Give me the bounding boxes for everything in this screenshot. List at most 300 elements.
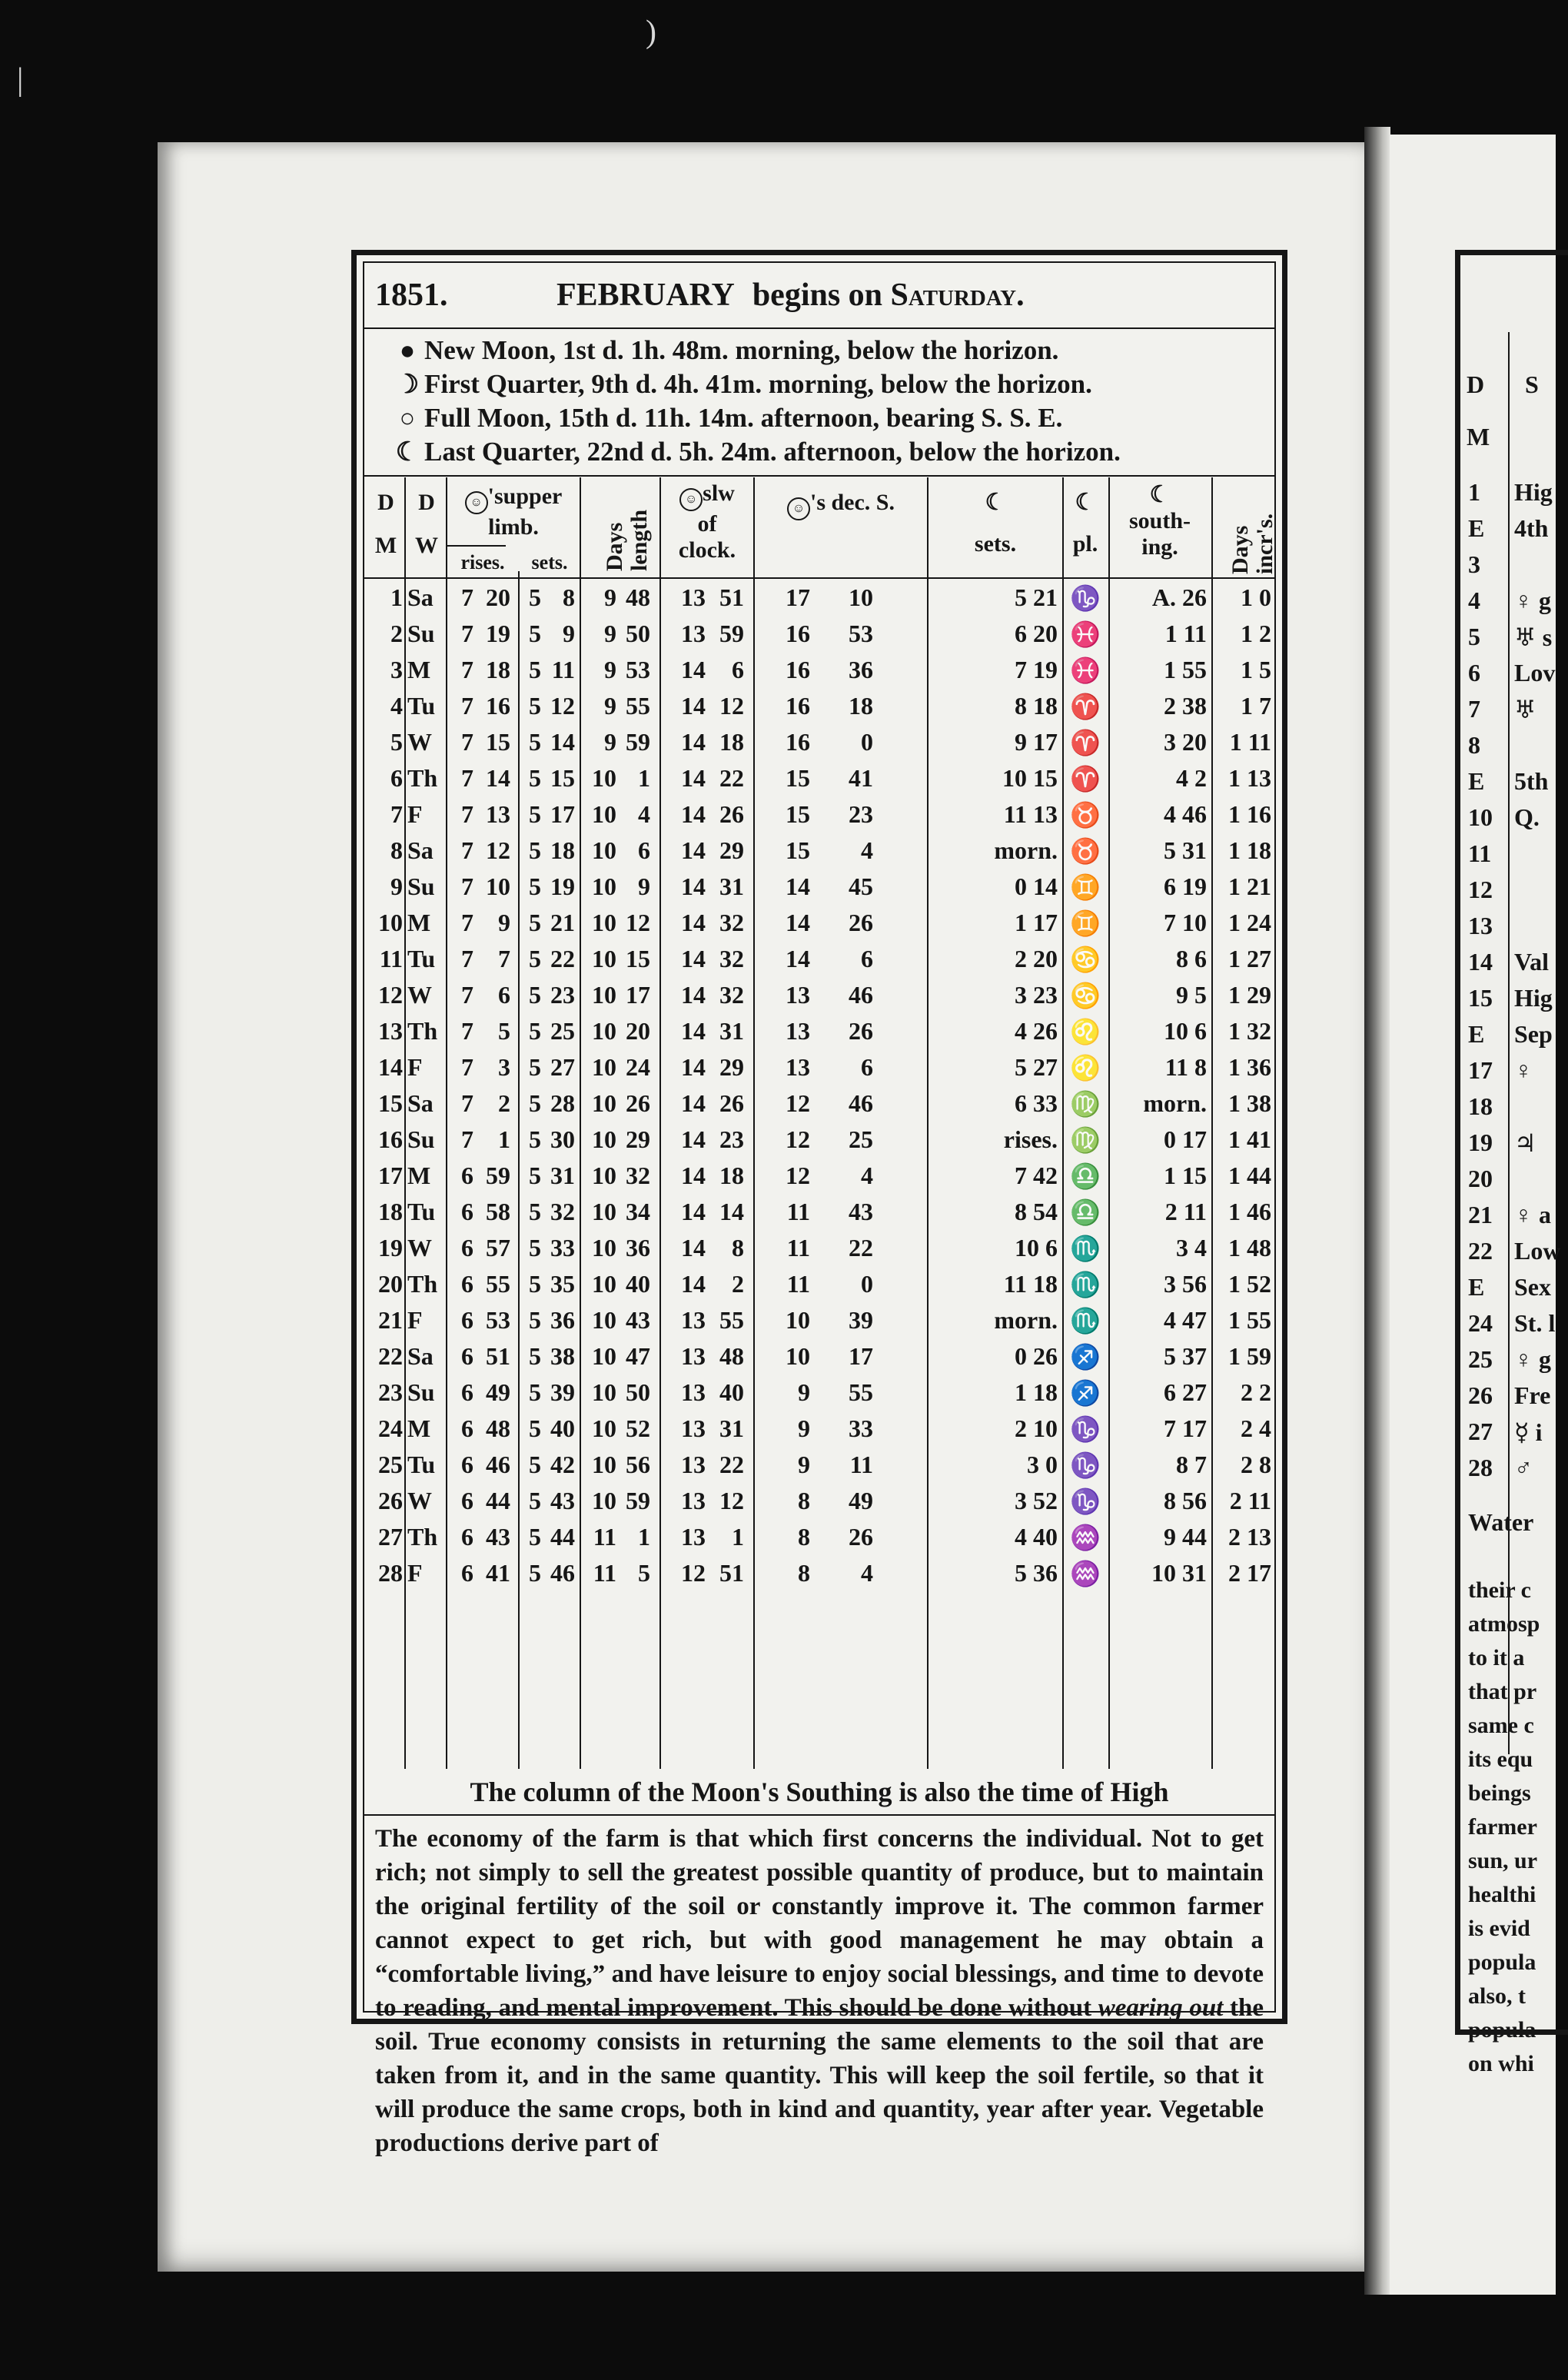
phase-new-moon bbox=[390, 335, 1058, 371]
cell-sm: 35 bbox=[550, 1270, 575, 1298]
cell-dm: 3 bbox=[390, 656, 403, 683]
table-row bbox=[364, 1121, 1274, 1157]
cell-cm: 2 bbox=[732, 1270, 744, 1298]
cell-rm: 49 bbox=[486, 1378, 510, 1406]
cell-sm: 44 bbox=[550, 1523, 575, 1551]
cell-sm: 27 bbox=[550, 1053, 575, 1081]
cell-pl: ♋ bbox=[1070, 982, 1101, 1009]
moon-icon: ☾ bbox=[1149, 482, 1171, 507]
facing-event: ♅ bbox=[1514, 696, 1536, 723]
table-row bbox=[364, 832, 1274, 868]
cell-rh: 7 bbox=[461, 1125, 473, 1153]
cell-south: 8 7 bbox=[1176, 1451, 1207, 1478]
cell-dmn: 26 bbox=[849, 1523, 873, 1551]
cell-dw: W bbox=[407, 1487, 432, 1514]
cell-south: 10 31 bbox=[1151, 1559, 1207, 1587]
facing-text-line: to it a bbox=[1468, 1645, 1525, 1670]
facing-event: ♅ s bbox=[1514, 623, 1553, 651]
cell-sm: 28 bbox=[550, 1089, 575, 1117]
cell-dd: 16 bbox=[786, 692, 810, 720]
cell-lh: 10 bbox=[592, 1378, 616, 1406]
cell-sh: 5 bbox=[529, 1451, 541, 1478]
cell-cm: 12 bbox=[719, 692, 744, 720]
cell-lm: 55 bbox=[626, 692, 650, 720]
cell-cm: 6 bbox=[732, 656, 744, 683]
moon-phases bbox=[364, 329, 1274, 477]
cell-pl: ♒ bbox=[1070, 1524, 1101, 1551]
cell-lm: 36 bbox=[626, 1234, 650, 1261]
cell-cm: 51 bbox=[719, 1559, 744, 1587]
cell-dw: Th bbox=[407, 764, 438, 792]
cell-dd: 15 bbox=[786, 836, 810, 864]
dec-label: 's dec. S. bbox=[809, 490, 895, 515]
moon-icon: ☾ bbox=[1075, 490, 1096, 515]
facing-day: 26 bbox=[1468, 1381, 1493, 1409]
cell-ch: 14 bbox=[681, 656, 706, 683]
cell-inc: 2 4 bbox=[1241, 1414, 1271, 1442]
cell-south: 6 19 bbox=[1164, 873, 1207, 900]
cell-rm: 44 bbox=[486, 1487, 510, 1514]
cell-south: 9 44 bbox=[1164, 1523, 1207, 1551]
facing-text-line: atmosp bbox=[1468, 1611, 1540, 1637]
cell-rh: 7 bbox=[461, 981, 473, 1009]
facing-text-line: beings bbox=[1468, 1780, 1531, 1806]
cell-ch: 13 bbox=[681, 583, 706, 611]
cell-sm: 23 bbox=[550, 981, 575, 1009]
cell-rm: 41 bbox=[486, 1559, 510, 1587]
facing-day: 12 bbox=[1468, 876, 1493, 903]
cell-lm: 20 bbox=[626, 1017, 650, 1045]
table-row bbox=[364, 976, 1274, 1012]
cell-lm: 1 bbox=[638, 1523, 650, 1551]
cell-sm: 22 bbox=[550, 945, 575, 972]
facing-day: 21 bbox=[1468, 1201, 1493, 1228]
cell-pl: ♋ bbox=[1070, 946, 1101, 973]
cell-south: 4 47 bbox=[1164, 1306, 1207, 1334]
cell-dw: Tu bbox=[407, 692, 436, 720]
cell-sh: 5 bbox=[529, 1342, 541, 1370]
facing-text-line: that pr bbox=[1468, 1679, 1537, 1704]
table-row bbox=[364, 723, 1274, 760]
cell-pl: ♐ bbox=[1070, 1343, 1101, 1371]
facing-event: Sep bbox=[1514, 1020, 1553, 1048]
cell-dmn: 22 bbox=[849, 1234, 873, 1261]
cell-dd: 11 bbox=[786, 1234, 810, 1261]
cell-rm: 16 bbox=[486, 692, 510, 720]
cell-sh: 5 bbox=[529, 945, 541, 972]
cell-inc: 1 5 bbox=[1241, 656, 1271, 683]
cell-dmn: 26 bbox=[849, 909, 873, 936]
cell-south: 1 11 bbox=[1164, 620, 1207, 647]
cell-rh: 6 bbox=[461, 1270, 473, 1298]
cell-dm: 20 bbox=[378, 1270, 403, 1298]
cell-moon: 5 27 bbox=[1015, 1053, 1058, 1081]
dw-header bbox=[409, 490, 444, 559]
cell-lh: 10 bbox=[592, 1234, 616, 1261]
cell-pl: ♑ bbox=[1070, 584, 1101, 612]
cell-dm: 1 bbox=[390, 583, 403, 611]
cell-dmn: 39 bbox=[849, 1306, 873, 1334]
scan-mark: | bbox=[17, 62, 24, 98]
cell-rm: 59 bbox=[486, 1162, 510, 1189]
cell-inc: 1 16 bbox=[1228, 800, 1271, 828]
cell-pl: ♊ bbox=[1070, 909, 1101, 937]
cell-moon: morn. bbox=[994, 836, 1058, 864]
cell-dw: Th bbox=[407, 1270, 438, 1298]
cell-sm: 36 bbox=[550, 1306, 575, 1334]
cell-sm: 39 bbox=[550, 1378, 575, 1406]
cell-lm: 6 bbox=[638, 836, 650, 864]
cell-sh: 5 bbox=[529, 728, 541, 756]
cell-pl: ♏ bbox=[1070, 1307, 1101, 1335]
cell-rm: 19 bbox=[486, 620, 510, 647]
cell-dw: Sa bbox=[407, 836, 434, 864]
cell-dmn: 43 bbox=[849, 1198, 873, 1225]
cell-ch: 14 bbox=[681, 1270, 706, 1298]
cell-dw: M bbox=[407, 1162, 431, 1189]
cell-pl: ♍ bbox=[1070, 1090, 1101, 1118]
facing-event: ♀ a bbox=[1514, 1201, 1551, 1228]
begins-day: Saturday. bbox=[890, 278, 1025, 313]
cell-cm: 22 bbox=[719, 1451, 744, 1478]
cell-sm: 8 bbox=[563, 583, 575, 611]
slow-of-clock-header bbox=[663, 480, 752, 563]
cell-dd: 11 bbox=[786, 1270, 810, 1298]
cell-cm: 26 bbox=[719, 800, 744, 828]
cell-sm: 33 bbox=[550, 1234, 575, 1261]
cell-dw: W bbox=[407, 981, 432, 1009]
cell-pl: ♊ bbox=[1070, 873, 1101, 901]
slow-label: slw bbox=[703, 480, 735, 506]
cell-dd: 16 bbox=[786, 656, 810, 683]
facing-day: 20 bbox=[1468, 1165, 1493, 1192]
days-length-header bbox=[603, 485, 652, 571]
cell-cm: 31 bbox=[719, 1017, 744, 1045]
cell-sh: 5 bbox=[529, 1234, 541, 1261]
cell-south: 4 46 bbox=[1164, 800, 1207, 828]
facing-day: 8 bbox=[1468, 731, 1480, 759]
table-row bbox=[364, 1374, 1274, 1410]
facing-header-d: D bbox=[1467, 371, 1485, 398]
facing-water-heading: Water bbox=[1468, 1508, 1534, 1536]
cell-rm: 2 bbox=[498, 1089, 510, 1117]
cell-dm: 21 bbox=[378, 1306, 403, 1334]
cell-dw: Th bbox=[407, 1017, 438, 1045]
cell-moon: 4 26 bbox=[1015, 1017, 1058, 1045]
cell-cm: 31 bbox=[719, 1414, 744, 1442]
farm-economy-paragraph: The economy of the farm is that which first concerns the individual. Not to get rich; not simply to sell the greatest possible quantity of produce, but to maintain the original fertility of the soil or constantly improve it. The common farmer cannot expect to get rich, but with good management he may obtain a “comfortable living,” and have leisure to enjoy social blessings, and time to devote to reading, and mental improvement. This should be done without wearing out the soil. True economy consists in returning the same elements to the soil that are taken from it, and in the same quantity. This will keep the soil fertile, so that it will produce the same crops, both in kind and quantity, year after year. Vegetable productions derive part of bbox=[375, 1825, 1264, 2157]
facing-day: 18 bbox=[1468, 1092, 1493, 1120]
cell-dw: F bbox=[407, 1053, 423, 1081]
cell-dd: 15 bbox=[786, 800, 810, 828]
cell-dmn: 4 bbox=[861, 1559, 873, 1587]
cell-lh: 11 bbox=[593, 1523, 616, 1551]
facing-event: Fre bbox=[1514, 1381, 1551, 1409]
cell-south: 2 38 bbox=[1164, 692, 1207, 720]
cell-lh: 10 bbox=[592, 800, 616, 828]
moon-icon: ☾ bbox=[985, 490, 1006, 515]
cell-south: 9 5 bbox=[1176, 981, 1207, 1009]
new-moon-icon: ● bbox=[399, 337, 416, 365]
cell-dm: 16 bbox=[378, 1125, 403, 1153]
cell-dd: 8 bbox=[798, 1559, 810, 1587]
facing-text-line: is evid bbox=[1468, 1916, 1530, 1941]
cell-moon: 5 21 bbox=[1015, 583, 1058, 611]
cell-dd: 9 bbox=[798, 1414, 810, 1442]
cell-dmn: 18 bbox=[849, 692, 873, 720]
cell-ch: 13 bbox=[681, 620, 706, 647]
cell-lh: 10 bbox=[592, 1053, 616, 1081]
cell-cm: 1 bbox=[732, 1523, 744, 1551]
facing-event: ♀ bbox=[1514, 1056, 1533, 1084]
cell-sm: 19 bbox=[550, 873, 575, 900]
cell-moon: morn. bbox=[994, 1306, 1058, 1334]
cell-moon: 8 54 bbox=[1015, 1198, 1058, 1225]
cell-dmn: 0 bbox=[861, 728, 873, 756]
table-row bbox=[364, 1229, 1274, 1265]
moon-southing-header bbox=[1110, 482, 1210, 560]
southing-note: The column of the Moon's Southing is also the time of High bbox=[364, 1770, 1274, 1816]
cell-dw: M bbox=[407, 656, 431, 683]
cell-sh: 5 bbox=[529, 692, 541, 720]
cell-pl: ♓ bbox=[1070, 620, 1101, 648]
table-row bbox=[364, 579, 1274, 615]
cell-inc: 2 8 bbox=[1241, 1451, 1271, 1478]
cell-dd: 9 bbox=[798, 1451, 810, 1478]
cell-pl: ♉ bbox=[1070, 837, 1101, 865]
cell-moon: 1 18 bbox=[1015, 1378, 1058, 1406]
dw-header-d: D bbox=[418, 490, 435, 515]
cell-sm: 12 bbox=[550, 692, 575, 720]
cell-dm: 4 bbox=[390, 692, 403, 720]
cell-dm: 23 bbox=[378, 1378, 403, 1406]
cell-ch: 13 bbox=[681, 1306, 706, 1334]
cell-south: 3 56 bbox=[1164, 1270, 1207, 1298]
facing-text-line: healthi bbox=[1468, 1882, 1536, 1907]
cell-dw: F bbox=[407, 800, 423, 828]
cell-moon: 1 17 bbox=[1015, 909, 1058, 936]
cell-dm: 19 bbox=[378, 1234, 403, 1261]
cell-sh: 5 bbox=[529, 1017, 541, 1045]
cell-dw: Sa bbox=[407, 1342, 434, 1370]
cell-pl: ♐ bbox=[1070, 1379, 1101, 1407]
cell-inc: 1 32 bbox=[1228, 1017, 1271, 1045]
emphasis-wearing-out: wearing out bbox=[1098, 1994, 1224, 2022]
cell-lm: 12 bbox=[626, 909, 650, 936]
cell-rm: 58 bbox=[486, 1198, 510, 1225]
cell-sh: 5 bbox=[529, 836, 541, 864]
facing-event: Hig bbox=[1514, 478, 1553, 506]
sun-declination-header bbox=[756, 490, 925, 520]
cell-lh: 10 bbox=[592, 1342, 616, 1370]
table-row bbox=[364, 1049, 1274, 1085]
cell-inc: 1 13 bbox=[1228, 764, 1271, 792]
cell-dm: 17 bbox=[378, 1162, 403, 1189]
table-row bbox=[364, 651, 1274, 687]
moon-pl-label: pl. bbox=[1072, 531, 1098, 557]
facing-text-line: on whi bbox=[1468, 2051, 1534, 2076]
phase-text: Full Moon, 15th d. 11h. 14m. afternoon, bearing S. S. E. bbox=[424, 403, 1063, 433]
cell-sh: 5 bbox=[529, 656, 541, 683]
facing-day: 19 bbox=[1468, 1129, 1493, 1156]
table-row bbox=[364, 868, 1274, 904]
southing-label-end: ing. bbox=[1141, 534, 1178, 560]
cell-inc: 1 46 bbox=[1228, 1198, 1271, 1225]
cell-inc: 1 2 bbox=[1241, 620, 1271, 647]
table-row bbox=[364, 904, 1274, 940]
cell-sh: 5 bbox=[529, 764, 541, 792]
cell-south: 8 56 bbox=[1164, 1487, 1207, 1514]
dm-header-d: D bbox=[377, 490, 394, 515]
cell-rm: 55 bbox=[486, 1270, 510, 1298]
cell-moon: 6 33 bbox=[1015, 1089, 1058, 1117]
cell-dw: Tu bbox=[407, 1451, 436, 1478]
facing-event: ☿ i bbox=[1514, 1418, 1543, 1446]
cell-sm: 40 bbox=[550, 1414, 575, 1442]
cell-dd: 13 bbox=[786, 1017, 810, 1045]
cell-rh: 7 bbox=[461, 1053, 473, 1081]
cell-ch: 14 bbox=[681, 728, 706, 756]
cell-moon: 0 14 bbox=[1015, 873, 1058, 900]
cell-cm: 32 bbox=[719, 909, 744, 936]
cell-moon: 9 17 bbox=[1015, 728, 1058, 756]
facing-day: 7 bbox=[1468, 695, 1480, 723]
table-row bbox=[364, 1012, 1274, 1049]
cell-sm: 42 bbox=[550, 1451, 575, 1478]
cell-dw: W bbox=[407, 1234, 432, 1261]
cell-dw: Su bbox=[407, 1378, 435, 1406]
facing-calendar-fragment bbox=[1455, 250, 1568, 2076]
cell-sh: 5 bbox=[529, 583, 541, 611]
phase-full-moon bbox=[390, 403, 1062, 439]
cell-ch: 14 bbox=[681, 836, 706, 864]
cell-rh: 6 bbox=[461, 1523, 473, 1551]
cell-moon: 3 52 bbox=[1015, 1487, 1058, 1514]
cell-dmn: 36 bbox=[849, 656, 873, 683]
cell-ch: 14 bbox=[681, 1162, 706, 1189]
cell-ch: 14 bbox=[681, 1089, 706, 1117]
cell-dmn: 4 bbox=[861, 1162, 873, 1189]
cell-ch: 14 bbox=[681, 1053, 706, 1081]
cell-pl: ♑ bbox=[1070, 1488, 1101, 1515]
cell-lh: 10 bbox=[592, 945, 616, 972]
table-row bbox=[364, 615, 1274, 651]
cell-rh: 7 bbox=[461, 945, 473, 972]
cell-rh: 6 bbox=[461, 1162, 473, 1189]
month-heading bbox=[556, 277, 1025, 314]
table-row bbox=[364, 1518, 1274, 1554]
cell-lh: 10 bbox=[592, 1487, 616, 1514]
cell-moon: rises. bbox=[1003, 1125, 1058, 1153]
cell-pl: ♈ bbox=[1070, 765, 1101, 793]
cell-ch: 14 bbox=[681, 764, 706, 792]
cell-ch: 13 bbox=[681, 1523, 706, 1551]
cell-dm: 5 bbox=[390, 728, 403, 756]
cell-lm: 24 bbox=[626, 1053, 650, 1081]
table-row bbox=[364, 1482, 1274, 1518]
cell-inc: 1 59 bbox=[1228, 1342, 1271, 1370]
cell-lh: 10 bbox=[592, 1270, 616, 1298]
cell-south: 4 2 bbox=[1176, 764, 1207, 792]
cell-lm: 9 bbox=[638, 873, 650, 900]
facing-event: 4th bbox=[1514, 514, 1549, 542]
cell-cm: 29 bbox=[719, 836, 744, 864]
facing-day: E bbox=[1468, 767, 1485, 795]
table-row bbox=[364, 1085, 1274, 1121]
cell-rm: 57 bbox=[486, 1234, 510, 1261]
cell-moon: 4 40 bbox=[1015, 1523, 1058, 1551]
cell-rm: 7 bbox=[498, 945, 510, 972]
cell-rh: 6 bbox=[461, 1487, 473, 1514]
cell-rm: 13 bbox=[486, 800, 510, 828]
cell-rh: 6 bbox=[461, 1306, 473, 1334]
calendar-frame bbox=[351, 250, 1287, 2157]
facing-column-rule bbox=[1508, 332, 1510, 1754]
facing-event: ♀ g bbox=[1514, 587, 1551, 614]
cell-rm: 51 bbox=[486, 1342, 510, 1370]
cell-south: 5 37 bbox=[1164, 1342, 1207, 1370]
cell-dmn: 53 bbox=[849, 620, 873, 647]
facing-day: 14 bbox=[1468, 948, 1493, 976]
cell-pl: ♎ bbox=[1070, 1162, 1101, 1190]
cell-rm: 1 bbox=[498, 1125, 510, 1153]
cell-sm: 25 bbox=[550, 1017, 575, 1045]
cell-sh: 5 bbox=[529, 1378, 541, 1406]
cell-rh: 6 bbox=[461, 1414, 473, 1442]
cell-dm: 7 bbox=[390, 800, 403, 828]
cell-dm: 10 bbox=[378, 909, 403, 936]
cell-south: 2 11 bbox=[1164, 1198, 1207, 1225]
cell-dd: 16 bbox=[786, 620, 810, 647]
cell-sh: 5 bbox=[529, 1270, 541, 1298]
cell-lm: 4 bbox=[638, 800, 650, 828]
phase-text: Last Quarter, 22nd d. 5h. 24m. afternoon, below the horizon. bbox=[424, 437, 1121, 467]
cell-ch: 13 bbox=[681, 1451, 706, 1478]
cell-sh: 5 bbox=[529, 1089, 541, 1117]
cell-inc: 1 55 bbox=[1228, 1306, 1271, 1334]
cell-dd: 15 bbox=[786, 764, 810, 792]
cell-lm: 50 bbox=[626, 620, 650, 647]
cell-pl: ♑ bbox=[1070, 1451, 1101, 1479]
facing-event: ♂ bbox=[1514, 1454, 1533, 1481]
calendar-table bbox=[364, 477, 1277, 1769]
cell-rh: 6 bbox=[461, 1198, 473, 1225]
cell-lm: 47 bbox=[626, 1342, 650, 1370]
cell-south: 3 20 bbox=[1164, 728, 1207, 756]
cell-dm: 25 bbox=[378, 1451, 403, 1478]
cell-rh: 6 bbox=[461, 1451, 473, 1478]
cell-dm: 8 bbox=[390, 836, 403, 864]
cell-dmn: 23 bbox=[849, 800, 873, 828]
cell-ch: 14 bbox=[681, 945, 706, 972]
cell-dw: Su bbox=[407, 873, 435, 900]
cell-lm: 43 bbox=[626, 1306, 650, 1334]
cell-cm: 26 bbox=[719, 1089, 744, 1117]
cell-dmn: 45 bbox=[849, 873, 873, 900]
cell-sm: 21 bbox=[550, 909, 575, 936]
cell-rh: 6 bbox=[461, 1378, 473, 1406]
cell-sh: 5 bbox=[529, 1414, 541, 1442]
facing-day: 17 bbox=[1468, 1056, 1493, 1084]
facing-day: E bbox=[1468, 1020, 1485, 1048]
cell-rh: 7 bbox=[461, 656, 473, 683]
cell-dm: 14 bbox=[378, 1053, 403, 1081]
cell-rm: 14 bbox=[486, 764, 510, 792]
cell-dm: 13 bbox=[378, 1017, 403, 1045]
cell-cm: 14 bbox=[719, 1198, 744, 1225]
cell-rh: 7 bbox=[461, 836, 473, 864]
cell-lm: 29 bbox=[626, 1125, 650, 1153]
